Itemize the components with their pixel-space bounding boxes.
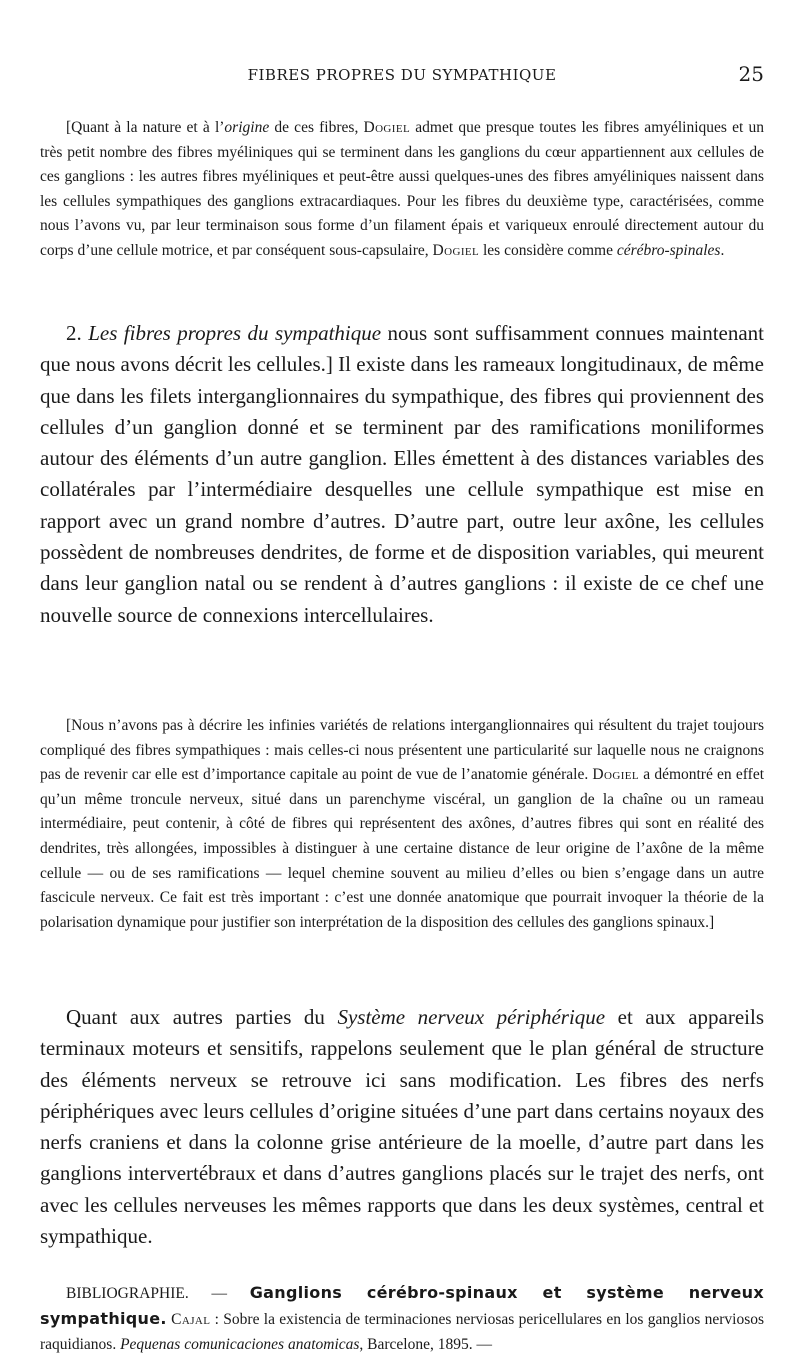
section-number: 2. [66, 321, 89, 345]
running-head [40, 62, 764, 92]
paragraph-relations-interganglionnaires [40, 714, 764, 935]
author-dogiel: Dogiel [363, 119, 411, 136]
text-run: [Nous n’avons pas à décrire les infinies variétés de relations interganglionnaires qui résultent du trajet toujours compliqué des fibres sympathiques : mais celles-ci nous présentent une particularité sur laquelle nous ne craignons pas de revenir car elle est d’importance capitale au point de vue de l’anatomie générale. [40, 717, 764, 784]
author-dogiel: Dogiel [432, 241, 480, 259]
running-title: FIBRES PROPRES DU SYMPATHIQUE [247, 66, 557, 84]
text-run: : Sobre la existencia de terminaciones nerviosas pericellulares en los ganglios nerviosos raquidianos. [40, 1311, 765, 1353]
italic-term-systeme-peripherique: Système nerveux périphérique [337, 1005, 606, 1029]
bibliography-label: BIBLIOGRAPHIE. — [66, 1285, 250, 1302]
text-run: [Quant à la nature et à l’ [66, 119, 225, 136]
italic-term-cerebro-spinales: cérébro-spinales [616, 241, 721, 259]
text-run: admet que presque toutes les fibres amyéliniques et un très petit nombre des fibres myéliniques qui se terminent dans les ganglions du cœur appartiennent aux cellules de ces ganglions : les autres fibres myéliniques et peut-être aussi quelques-unes des fibres amyéliniques naissent dans les cellules sympathiques des ganglions extracardiaques. Pour les fibres du deuxième type, caractérisées, comme nous l’avons vu, par leur terminaison sous forme d’un filament épais et variqueux enroulé directement autour du corps d’une cellule motrice, et par conséquent sous-capsulaire, [40, 119, 764, 259]
text-run: . [720, 241, 725, 259]
author-dogiel: Dogiel [592, 766, 640, 784]
section-heading-fibres-propres: Les fibres propres du sympathique [88, 321, 382, 345]
text-run: Quant aux autres parties du [66, 1005, 338, 1029]
text-run: les considère comme [479, 241, 617, 259]
paragraph-fibres-propres [40, 318, 764, 631]
bibliography-topic: Ganglions cérébro-spinaux et système nerveux sympathique. [40, 1283, 764, 1328]
text-run: , Barcelone, 1895. — [359, 1336, 492, 1353]
text-run: de ces fibres, [269, 119, 364, 136]
italic-term-origine: origine [224, 119, 270, 136]
bibliography-entry [40, 1280, 764, 1357]
paragraph-systeme-peripherique [40, 1002, 764, 1252]
text-run: a démontré en effet qu’un même troncule nerveux, situé dans un parenchyme viscéral, un ganglion de la chaîne ou un rameau intermédiaire, peut contenir, à côté de fibres qui représentent des axônes, d’autres fibres qui sont en réalité des dendrites, très allongées, impossibles à distinguer à une certaine distance de leur origine de l’axône de la même cellule — ou de ses ramifications — lequel chemine souvent au milieu d’elles ou bien s’engage dans un autre fascicule nerveux. Ce fait est très important : c’est une donnée anatomique que pourrait invoquer la théorie de la polarisation dynamique pour justifier son interprétation de la disposition des cellules des ganglions spinaux.] [40, 766, 765, 931]
paragraph-dogiel-origin [40, 116, 764, 264]
page-number: 25 [738, 62, 764, 86]
italic-publication-title: Pequenas comunicaciones anatomicas [120, 1336, 360, 1353]
text-run: et aux appareils terminaux moteurs et sensitifs, rappelons seulement que le plan général de structure des éléments nerveux se retrouve ici sans modification. Les fibres des nerfs périphériques avec leurs cellules d’origine situées d’une part dans certains noyaux des nerfs craniens et dans la colonne grise antérieure de la moelle, d’autre part dans les ganglions intervertébraux et dans d’autres ganglions placés sur le trajet des nerfs, ont avec les cellules nerveuses les mêmes rapports que dans les deux systèmes, central et sympathique. [40, 1005, 764, 1249]
author-cajal: Cajal [171, 1311, 211, 1328]
text-run: nous sont suffisamment connues maintenant que nous avons décrit les cellules.] Il existe dans les rameaux longitudinaux, de même que dans les filets interganglionnaires du sympathique, des fibres qui proviennent des cellules d’un ganglion donné et se terminent par des ramifications moniliformes autour des éléments d’un autre ganglion. Elles émettent à des distances variables des collatérales par l’intermédiaire desquelles une cellule sympathique est mise en rapport avec un grand nombre d’autres. D’autre part, outre leur axône, les cellules possèdent de nombreuses dendrites, de forme et de disposition variables, qui meurent dans leur ganglion natal ou se rendent à d’autres ganglions : il existe de ce chef une nouvelle source de connexions intercellulaires. [40, 321, 764, 627]
